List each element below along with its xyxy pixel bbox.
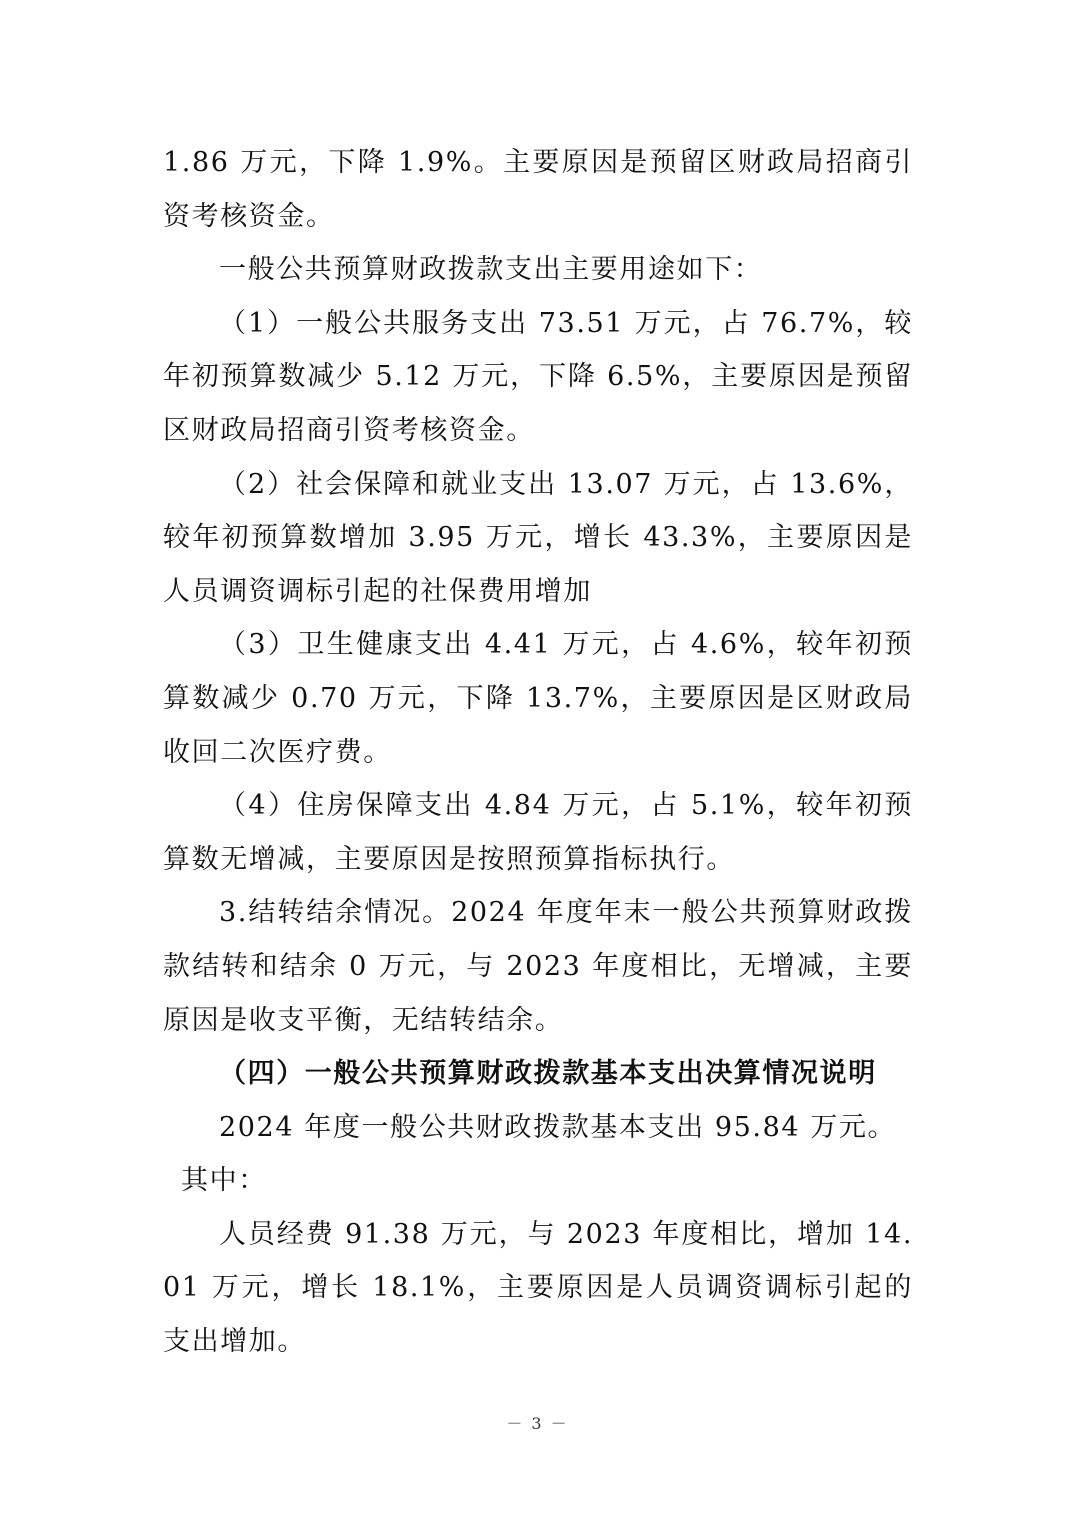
paragraph-basic-expenditure-total: 2024 年度一般公共财政拨款基本支出 95.84 万元。 xyxy=(219,1111,897,1143)
document-body xyxy=(163,136,913,1369)
paragraph-continuation: 1.86 万元，下降 1.9%。主要原因是预留区财政局招商引资考核资金。 xyxy=(163,147,913,232)
page-number: － 3 － xyxy=(506,1414,569,1433)
paragraph-social-security-employment: （2）社会保障和就业支出 13.07 万元，占 13.6%，较年初预算数增加 3.95 万元，增长 43.3%，主要原因是人员调资调标引起的社保费用增加 xyxy=(163,468,913,607)
paragraph-among-which: 其中： xyxy=(181,1165,267,1197)
paragraph-personnel-costs: 人员经费 91.38 万元，与 2023 年度相比，增加 14.01 万元，增长 18.1%，主要原因是人员调资调标引起的支出增加。 xyxy=(163,1218,913,1358)
section-heading-basic-expenditure: （四）一般公共预算财政拨款基本支出决算情况说明 xyxy=(219,1058,877,1090)
paragraph-housing: （4）住房保障支出 4.84 万元，占 5.1%，较年初预算数无增减，主要原因是按照预算指标执行。 xyxy=(163,790,913,875)
paragraph-health: （3）卫生健康支出 4.41 万元，占 4.6%，较年初预算数减少 0.70 万元，下降 13.7%，主要原因是区财政局收回二次医疗费。 xyxy=(163,629,913,768)
paragraph-expenditure-uses-intro: 一般公共预算财政拨款支出主要用途如下： xyxy=(219,254,763,286)
paragraph-carryover-balance: 3.结转结余情况。2024 年度年末一般公共预算财政拨款结转和结余 0 万元，与 2023 年度相比，无增减，主要原因是收支平衡，无结转结余。 xyxy=(163,897,913,1036)
paragraph-general-public-services: （1）一般公共服务支出 73.51 万元，占 76.7%，较年初预算数减少 5.12 万元，下降 6.5%，主要原因是预留区财政局招商引资考核资金。 xyxy=(163,307,913,446)
